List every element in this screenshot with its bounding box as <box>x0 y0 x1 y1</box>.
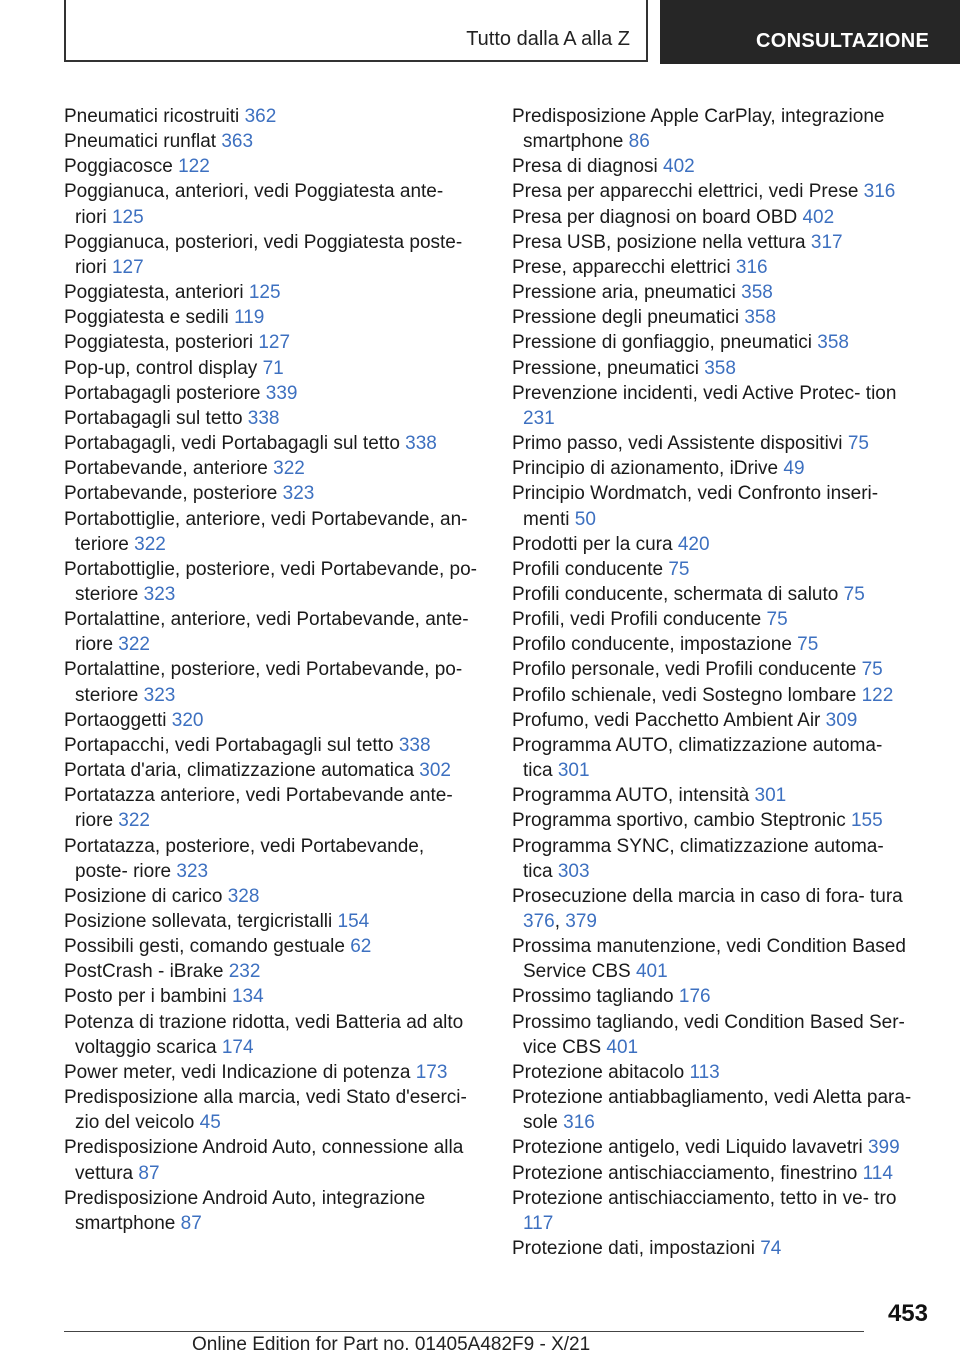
index-entry <box>64 1186 480 1236</box>
page-reference-link[interactable]: 322 <box>134 533 166 555</box>
index-entry <box>64 1010 480 1060</box>
index-entry: Prosecuzione della marcia in caso di fora- tura 376, 379 <box>512 885 903 932</box>
index-entry-text: Pressione, pneumatici <box>512 357 699 379</box>
index-entry <box>64 230 480 280</box>
index-entry <box>64 305 480 330</box>
index-entry-text: Presa per apparecchi elettrici, vedi Prese <box>512 181 859 203</box>
page-reference-link[interactable]: 322 <box>273 458 305 480</box>
page-reference-link[interactable]: 363 <box>221 131 254 153</box>
index-entry <box>64 104 480 129</box>
page-reference-link[interactable]: 379 <box>565 911 597 932</box>
index-entry-text: Potenza di trazione ridotta, vedi Batteria ad alto voltaggio scarica <box>64 1011 464 1058</box>
index-entry-text: Portabagagli, vedi Portabagagli sul tetto <box>64 433 400 455</box>
index-entry-text: Prosecuzione della marcia in caso di fora- tura <box>512 885 903 907</box>
index-entry-text: Programma SYNC, climatizzazione automa- tica <box>512 835 884 882</box>
page-reference-link[interactable]: 75 <box>766 609 788 631</box>
page-reference-link[interactable]: 154 <box>337 911 370 932</box>
index-entry <box>512 1010 917 1060</box>
index-entry-text: Portabottiglie, posteriore, vedi Portabevande, po- steriore <box>64 558 477 605</box>
index-entry <box>64 959 480 984</box>
index-entry-text: Presa di diagnosi <box>512 156 658 178</box>
index-entry-text: Portabevande, posteriore <box>64 483 278 505</box>
index-entry-text: Protezione antischiacciamento, finestrino <box>512 1162 858 1184</box>
page-reference-link[interactable]: 401 <box>635 961 668 983</box>
page-reference-link[interactable]: 309 <box>825 709 858 731</box>
page-reference-link[interactable]: 62 <box>350 936 372 958</box>
index-entry <box>512 481 917 531</box>
index-entry <box>512 808 917 833</box>
index-entry <box>512 305 917 330</box>
header-section-box <box>64 0 648 62</box>
index-entry <box>512 783 917 808</box>
index-entry <box>64 330 480 355</box>
index-entry-text: Pneumatici ricostruiti <box>64 106 240 127</box>
index-entry-text: Programma AUTO, climatizzazione automa- tica <box>512 734 883 782</box>
index-entry <box>64 1135 480 1185</box>
page-reference-link[interactable]: 322 <box>118 810 150 832</box>
index-entry <box>512 683 917 708</box>
index-entry <box>512 733 917 783</box>
index-entry-text: Protezione antigelo, vedi Liquido lavavetri <box>512 1137 863 1159</box>
page-reference-link[interactable]: 173 <box>415 1061 448 1083</box>
index-entry-text: Posizione sollevata, tergicristalli <box>64 911 333 932</box>
index-entry <box>512 154 917 179</box>
page-reference-link[interactable]: 87 <box>180 1212 202 1234</box>
page-reference-link[interactable]: 401 <box>606 1036 639 1058</box>
index-entry <box>512 330 917 355</box>
index-entry <box>64 456 480 481</box>
page-reference-link[interactable]: 125 <box>248 282 281 304</box>
page-reference-link[interactable]: 301 <box>754 785 787 807</box>
index-entry-text: Posizione di carico <box>64 885 223 907</box>
page-reference-link[interactable]: 316 <box>563 1112 595 1134</box>
index-entry <box>512 456 917 481</box>
page-reference-link[interactable]: 232 <box>228 961 261 983</box>
page-reference-link[interactable]: 358 <box>704 357 736 379</box>
page-number: 453 <box>887 1300 928 1327</box>
page-reference-link[interactable]: 362 <box>244 106 277 127</box>
index-entry-text: Predisposizione Android Auto, connessione alla vettura <box>64 1137 464 1184</box>
index-entry-text: Predisposizione Android Auto, integrazione smartphone <box>64 1187 426 1234</box>
page-reference-link[interactable]: 87 <box>138 1162 160 1184</box>
index-entry <box>64 909 480 934</box>
page-reference-link[interactable]: 323 <box>176 860 209 882</box>
index-entry <box>64 129 480 154</box>
index-entry <box>512 1085 917 1135</box>
page-reference-link[interactable]: 122 <box>861 684 894 706</box>
index-entry <box>512 381 917 431</box>
page-reference-link[interactable]: 122 <box>178 156 210 178</box>
index-entry-text: Protezione abitacolo <box>512 1061 685 1083</box>
index-entry <box>512 255 917 280</box>
index-entry <box>64 984 480 1009</box>
index-entry-text: Possibili gesti, comando gestuale <box>64 936 345 958</box>
index-entry <box>512 632 917 657</box>
index-entry <box>64 783 480 833</box>
page-reference-link[interactable]: 127 <box>258 332 291 354</box>
page-reference-link[interactable]: 339 <box>265 382 298 404</box>
index-entry <box>512 657 917 682</box>
index-entry <box>64 733 480 758</box>
index-entry <box>512 1236 917 1261</box>
page-reference-link[interactable]: 323 <box>143 583 176 605</box>
index-entry-text: Poggiatesta e sedili <box>64 307 229 329</box>
index-entry-text: Profilo conducente, impostazione <box>512 634 792 656</box>
page-reference-link[interactable]: 75 <box>797 634 819 656</box>
index-entry <box>512 1186 917 1236</box>
page-reference-link[interactable]: 302 <box>419 760 451 782</box>
index-entry-text: Protezione antischiacciamento, tetto in ve- tro <box>512 1187 897 1209</box>
page-reference-link[interactable]: 74 <box>760 1238 782 1260</box>
index-entry-text: Posto per i bambini <box>64 986 227 1008</box>
index-entry-text: Prese, apparecchi elettrici <box>512 256 731 278</box>
index-entry-text: Portaoggetti <box>64 709 167 731</box>
index-entry <box>512 1135 917 1160</box>
index-entry <box>64 1060 480 1085</box>
index-entry-text: Portalattine, anteriore, vedi Portabevande, ante- riore <box>64 609 469 656</box>
index-entry <box>64 934 480 959</box>
index-entry <box>64 557 480 607</box>
index-entry-text: Poggianuca, anteriori, vedi Poggiatesta ante- riori <box>64 181 444 228</box>
page-reference-link[interactable]: 301 <box>557 760 590 782</box>
index-entry-text: Programma sportivo, cambio Steptronic <box>512 810 846 832</box>
page-reference-link[interactable]: 231 <box>523 407 555 429</box>
page-reference-link[interactable]: 119 <box>234 307 265 329</box>
page-reference-link[interactable]: 328 <box>227 885 260 907</box>
index-entry-text: Portatazza anteriore, vedi Portabevande ante- riore <box>64 785 453 832</box>
index-entry-text: Protezione dati, impostazioni <box>512 1238 755 1260</box>
index-entry-text: Pop-up, control display <box>64 357 258 379</box>
index-entry-text: Poggianuca, posteriori, vedi Poggiatesta poste- riori <box>64 231 463 278</box>
header-chapter-tab: CONSULTAZIONE <box>660 0 960 64</box>
index-entry-text: Portalattine, posteriore, vedi Portabevande, po- steriore <box>64 659 463 706</box>
page-reference-link[interactable]: 174 <box>221 1036 254 1058</box>
page-reference-link[interactable]: 323 <box>282 483 315 505</box>
page-reference-link[interactable]: 127 <box>111 256 144 278</box>
index-entry <box>512 205 917 230</box>
page-reference-link[interactable]: 75 <box>847 433 869 455</box>
index-entry-text: Poggiacosce <box>64 156 173 178</box>
index-entry-text: Profili conducente, schermata di saluto <box>512 583 839 605</box>
page-reference-link[interactable]: 323 <box>143 684 176 706</box>
index-entry <box>512 984 917 1009</box>
page-reference-link[interactable]: 320 <box>171 709 204 731</box>
index-entry-text: Profilo schienale, vedi Sostegno lombare <box>512 684 857 706</box>
index-entry-text: Pressione di gonfiaggio, pneumatici <box>512 332 812 354</box>
page-reference-link[interactable]: 420 <box>677 533 710 555</box>
index-entry-text: Portabottiglie, anteriore, vedi Portabevande, an- teriore <box>64 508 468 555</box>
index-entry-text: Predisposizione Apple CarPlay, integrazione smartphone <box>512 106 885 153</box>
page-reference-link[interactable]: 316 <box>735 256 768 278</box>
index-entry <box>512 1161 917 1186</box>
index-entry-text: Portabagagli sul tetto <box>64 407 243 429</box>
index-entry-text: Portatazza, posteriore, vedi Portabevande, poste- riore <box>64 835 425 882</box>
index-entry <box>512 532 917 557</box>
index-entry-text: Principio Wordmatch, vedi Confronto inseri- menti <box>512 483 879 530</box>
index-entry <box>64 381 480 406</box>
index-entry <box>64 708 480 733</box>
index-entry-text: Profumo, vedi Pacchetto Ambient Air <box>512 709 821 731</box>
page-reference-link[interactable]: 402 <box>663 156 695 178</box>
index-entry <box>512 431 917 456</box>
index-entry <box>512 557 917 582</box>
index-column-left <box>64 104 480 1236</box>
page-reference-link[interactable]: 317 <box>810 231 843 253</box>
page-reference-link[interactable]: 113 <box>689 1061 720 1083</box>
index-entry <box>512 104 917 154</box>
page-reference-link[interactable]: 402 <box>802 206 835 228</box>
index-entry <box>64 154 480 179</box>
index-entry-text: Primo passo, vedi Assistente dispositivi <box>512 433 843 455</box>
page-reference-link[interactable]: 322 <box>118 634 150 656</box>
index-entry-text: Protezione antiabbagliamento, vedi Aletta para- sole <box>512 1087 912 1134</box>
index-entry <box>512 708 917 733</box>
index-entry-text: Presa USB, posizione nella vettura <box>512 231 806 253</box>
page-reference-link[interactable]: 45 <box>199 1112 221 1134</box>
index-entry <box>64 758 480 783</box>
page-reference-link[interactable]: 86 <box>628 131 650 153</box>
page-reference-link[interactable]: 176 <box>678 986 711 1008</box>
index-entry-text: PostCrash - iBrake <box>64 961 224 983</box>
page-reference-link[interactable]: 117 <box>523 1212 554 1234</box>
index-entry <box>512 356 917 381</box>
page-reference-link[interactable]: 338 <box>247 407 280 429</box>
index-entry-text: Prodotti per la cura <box>512 533 673 555</box>
index-entry-text: Profilo personale, vedi Profili conducente <box>512 659 857 681</box>
page-reference-link[interactable]: 134 <box>231 986 264 1008</box>
index-entry-text: Principio di azionamento, iDrive <box>512 458 779 480</box>
index-entry-text: Profili, vedi Profili conducente <box>512 609 762 631</box>
index-entry <box>64 1085 480 1135</box>
page-reference-link[interactable]: 75 <box>668 558 690 580</box>
index-entry-text: Profili conducente <box>512 558 664 580</box>
index-entry <box>64 507 480 557</box>
index-entry <box>64 280 480 305</box>
index-entry-text: Prossimo tagliando, vedi Condition Based Ser- vice CBS <box>512 1011 905 1058</box>
index-entry <box>64 834 480 884</box>
index-entry <box>64 356 480 381</box>
index-entry-text: Portapacchi, vedi Portabagagli sul tetto <box>64 734 394 756</box>
footer-edition: Online Edition for Part no. 01405A482F9 - X/21 <box>192 1334 591 1355</box>
index-column-right <box>512 104 917 1261</box>
page-reference-link[interactable]: 49 <box>783 458 805 480</box>
index-entry-text: Presa per diagnosi on board OBD <box>512 206 798 228</box>
index-entry-text: Portabagagli posteriore <box>64 382 261 404</box>
footer-rule <box>64 1331 864 1332</box>
page-reference-link[interactable]: 358 <box>744 307 777 329</box>
page-reference-link[interactable]: 399 <box>867 1137 900 1159</box>
index-entry <box>64 179 480 229</box>
index-entry <box>64 481 480 506</box>
index-entry-text: Pneumatici runflat <box>64 131 217 153</box>
index-entry <box>512 607 917 632</box>
index-entry <box>64 431 480 456</box>
index-entry <box>512 1060 917 1085</box>
index-entry <box>64 884 480 909</box>
page-reference-link[interactable]: 358 <box>741 282 773 304</box>
index-entry-text: Poggiatesta, posteriori <box>64 332 254 354</box>
index-entry <box>512 280 917 305</box>
page-reference-link[interactable]: 75 <box>843 583 865 605</box>
page-reference-link[interactable]: 316 <box>863 181 896 203</box>
page-reference-link[interactable]: 155 <box>850 810 883 832</box>
index-entry-text: Power meter, vedi Indicazione di potenza <box>64 1061 411 1083</box>
index-entry <box>64 406 480 431</box>
page-reference-link[interactable]: 376 <box>523 911 555 932</box>
index-entry-text: Poggiatesta, anteriori <box>64 282 244 304</box>
page-reference-link[interactable]: 71 <box>262 357 284 379</box>
page-reference-link[interactable]: 338 <box>405 433 437 455</box>
index-entry <box>64 657 480 707</box>
page-reference-link[interactable]: 125 <box>111 206 144 228</box>
index-entry <box>512 934 917 984</box>
page-reference-link[interactable]: 50 <box>574 508 596 530</box>
index-entry <box>512 179 917 204</box>
header-section-title: Tutto dalla A alla Z <box>466 28 630 50</box>
index-entry-text: Predisposizione alla marcia, vedi Stato d'eserci- zio del veicolo <box>64 1087 467 1134</box>
index-entry-text: Programma AUTO, intensità <box>512 785 750 807</box>
index-entry-text: Prossimo tagliando <box>512 986 674 1008</box>
index-entry <box>64 607 480 657</box>
page-reference-link[interactable]: 75 <box>861 659 883 681</box>
index-entry <box>512 582 917 607</box>
page-reference-link[interactable]: 358 <box>817 332 849 354</box>
index-entry-text: Pressione degli pneumatici <box>512 307 740 329</box>
page-reference-link[interactable]: 303 <box>557 860 590 882</box>
index-entry-text: Portata d'aria, climatizzazione automatica <box>64 760 415 782</box>
index-entry-text: Pressione aria, pneumatici <box>512 282 736 304</box>
index-entry <box>512 230 917 255</box>
page-reference-link[interactable]: 338 <box>398 734 431 756</box>
index-entry-text: Prevenzione incidenti, vedi Active Protec- tion <box>512 382 897 404</box>
index-entry-text: Portabevande, anteriore <box>64 458 268 480</box>
index-entry-text: Prossima manutenzione, vedi Condition Based Service CBS <box>512 936 906 983</box>
index-entry <box>512 834 917 884</box>
page-reference-link[interactable]: 114 <box>862 1162 893 1184</box>
